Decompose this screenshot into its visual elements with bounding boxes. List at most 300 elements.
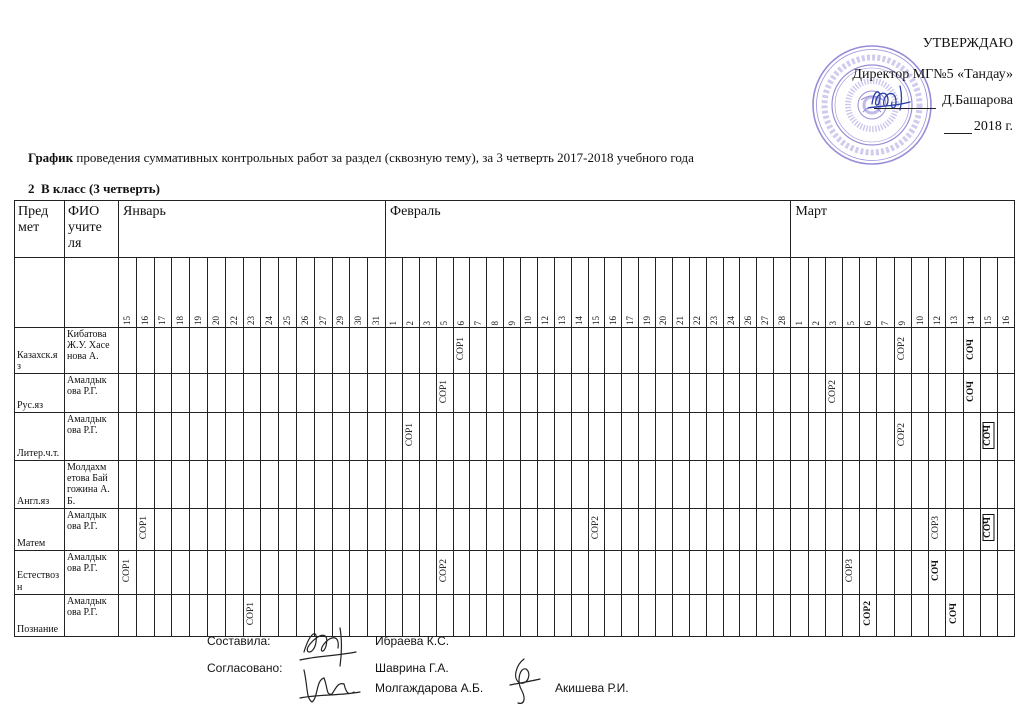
schedule-cell	[877, 594, 894, 636]
date-cell	[825, 258, 842, 328]
schedule-cell	[622, 508, 639, 550]
month-name: Март	[795, 204, 827, 219]
schedule-cell	[997, 413, 1014, 461]
schedule-cell	[911, 461, 928, 509]
date-label: 5	[845, 320, 856, 325]
schedule-cell	[571, 461, 588, 509]
date-cell	[808, 258, 825, 328]
date-label: 31	[371, 316, 382, 325]
agreed-signature-2	[506, 655, 546, 709]
schedule-cell	[656, 550, 673, 594]
schedule-cell	[136, 413, 154, 461]
schedule-cell	[243, 508, 261, 550]
schedule-cell	[791, 328, 808, 374]
month-name: Январь	[123, 204, 166, 219]
document-title-bold: График	[28, 150, 74, 165]
date-cell	[207, 258, 225, 328]
schedule-cell	[672, 461, 689, 509]
subject-cell	[15, 594, 65, 636]
schedule-cell	[791, 594, 808, 636]
date-label: 27	[317, 316, 328, 325]
agreed-name-3: Акишева Р.И.	[555, 681, 629, 695]
schedule-cell	[963, 413, 980, 461]
schedule-cell	[470, 374, 487, 413]
teacher-cell	[65, 374, 119, 413]
schedule-cell	[386, 550, 403, 594]
approval-date-line	[944, 133, 972, 134]
schedule-cell	[656, 328, 673, 374]
date-cell	[911, 258, 928, 328]
date-label: 16	[139, 316, 150, 325]
schedule-cell	[386, 461, 403, 509]
schedule-cell	[332, 374, 350, 413]
date-cell	[453, 258, 470, 328]
date-label: 30	[353, 316, 364, 325]
date-cell	[929, 258, 946, 328]
schedule-cell	[154, 461, 172, 509]
agreed-name-2: Молгаждарова А.Б.	[375, 681, 484, 695]
header-subject	[15, 201, 65, 258]
teacher-cell	[65, 328, 119, 374]
date-cell	[436, 258, 453, 328]
date-cell	[672, 258, 689, 328]
subject-cell	[15, 550, 65, 594]
schedule-cell	[537, 594, 554, 636]
date-label: 23	[709, 316, 720, 325]
date-label: 15	[590, 316, 601, 325]
date-label: 29	[335, 316, 346, 325]
schedule-cell	[791, 550, 808, 594]
schedule-cell	[243, 413, 261, 461]
director-signature	[866, 82, 914, 114]
schedule-cell	[843, 461, 860, 509]
table-row	[15, 328, 1015, 374]
schedule-cell	[877, 508, 894, 550]
schedule-cell	[997, 550, 1014, 594]
month-header	[386, 201, 791, 258]
subject-cell	[15, 374, 65, 413]
schedule-cell	[279, 594, 297, 636]
schedule-cell	[504, 550, 521, 594]
schedule-cell	[350, 413, 368, 461]
date-label: 18	[175, 316, 186, 325]
schedule-cell	[825, 413, 842, 461]
date-cell	[504, 258, 521, 328]
date-cell	[172, 258, 190, 328]
work-mark: СОР1	[438, 379, 449, 404]
schedule-cell	[672, 594, 689, 636]
schedule-cell	[929, 461, 946, 509]
date-label: 22	[228, 316, 239, 325]
schedule-cell	[119, 374, 137, 413]
schedule-cell	[723, 508, 740, 550]
schedule-cell	[605, 461, 622, 509]
date-label: 7	[880, 320, 891, 325]
schedule-cell	[911, 508, 928, 550]
schedule-cell	[997, 461, 1014, 509]
schedule-cell	[243, 328, 261, 374]
date-label: 19	[193, 316, 204, 325]
schedule-cell	[487, 374, 504, 413]
date-label: 19	[641, 316, 652, 325]
schedule-cell	[368, 550, 386, 594]
date-cell	[622, 258, 639, 328]
date-row-blank	[15, 258, 65, 328]
schedule-cell	[386, 508, 403, 550]
teacher-name: Амалдыкова Р.Г.	[67, 375, 107, 398]
schedule-cell	[825, 594, 842, 636]
schedule-cell	[225, 594, 243, 636]
schedule-cell	[911, 374, 928, 413]
schedule-cell	[672, 374, 689, 413]
schedule-cell	[740, 461, 757, 509]
schedule-cell	[946, 413, 963, 461]
schedule-cell	[261, 328, 279, 374]
schedule-cell	[571, 328, 588, 374]
schedule-cell	[723, 328, 740, 374]
schedule-cell	[402, 413, 419, 461]
schedule-cell	[554, 508, 571, 550]
schedule-cell	[402, 550, 419, 594]
schedule-cell	[877, 374, 894, 413]
schedule-cell	[350, 508, 368, 550]
schedule-cell	[808, 461, 825, 509]
schedule-cell	[537, 508, 554, 550]
date-cell	[656, 258, 673, 328]
date-cell	[521, 258, 538, 328]
schedule-cell	[622, 594, 639, 636]
schedule-cell	[639, 508, 656, 550]
schedule-cell	[521, 413, 538, 461]
schedule-cell	[279, 374, 297, 413]
schedule-cell	[808, 550, 825, 594]
schedule-cell	[588, 461, 605, 509]
schedule-cell	[843, 328, 860, 374]
date-label: 23	[246, 316, 257, 325]
schedule-cell	[314, 413, 332, 461]
schedule-cell	[929, 328, 946, 374]
schedule-cell	[929, 594, 946, 636]
work-mark: СОР3	[845, 559, 856, 583]
date-label: 16	[1000, 316, 1011, 325]
schedule-cell	[894, 461, 911, 509]
teacher-cell	[65, 594, 119, 636]
date-row-blank	[65, 258, 119, 328]
schedule-cell	[225, 413, 243, 461]
schedule-cell	[172, 374, 190, 413]
schedule-cell	[622, 461, 639, 509]
work-mark: СОР2	[438, 559, 449, 583]
schedule-cell	[946, 550, 963, 594]
schedule-cell	[740, 374, 757, 413]
schedule-cell	[554, 328, 571, 374]
table-row	[15, 413, 1015, 461]
schedule-cell	[689, 374, 706, 413]
schedule-cell	[243, 461, 261, 509]
date-cell	[537, 258, 554, 328]
schedule-cell	[279, 461, 297, 509]
schedule-cell	[571, 550, 588, 594]
schedule-cell	[894, 550, 911, 594]
schedule-cell	[791, 413, 808, 461]
schedule-cell	[656, 413, 673, 461]
schedule-cell	[119, 508, 137, 550]
schedule-cell	[332, 461, 350, 509]
schedule-cell	[261, 594, 279, 636]
schedule-cell	[243, 550, 261, 594]
schedule-cell	[419, 328, 436, 374]
schedule-cell	[877, 328, 894, 374]
schedule-cell	[190, 328, 208, 374]
month-header-row	[15, 201, 1015, 258]
schedule-cell	[757, 374, 774, 413]
schedule-cell	[622, 374, 639, 413]
schedule-cell	[997, 328, 1014, 374]
schedule-cell	[261, 508, 279, 550]
subject-name: Рус.яз	[17, 399, 44, 411]
schedule-cell	[154, 374, 172, 413]
schedule-cell	[207, 413, 225, 461]
header-subject-label: Предмет	[18, 204, 49, 236]
schedule-cell	[225, 508, 243, 550]
schedule-cell	[672, 413, 689, 461]
schedule-cell	[453, 594, 470, 636]
schedule-cell	[860, 550, 877, 594]
agreed-signature-1	[298, 658, 364, 706]
date-cell	[605, 258, 622, 328]
schedule-cell	[706, 374, 723, 413]
schedule-cell	[571, 594, 588, 636]
date-label: 10	[523, 316, 534, 325]
date-cell	[261, 258, 279, 328]
schedule-cell	[136, 594, 154, 636]
date-label: 14	[574, 316, 585, 325]
schedule-cell	[332, 328, 350, 374]
schedule-cell	[894, 594, 911, 636]
schedule-cell	[605, 413, 622, 461]
schedule-cell	[521, 594, 538, 636]
schedule-cell	[504, 461, 521, 509]
schedule-cell	[419, 508, 436, 550]
date-cell	[225, 258, 243, 328]
table-row	[15, 594, 1015, 636]
schedule-cell	[279, 508, 297, 550]
schedule-cell	[453, 413, 470, 461]
schedule-cell	[207, 508, 225, 550]
schedule-cell	[537, 461, 554, 509]
class-line: 2 В класс (3 четверть)	[28, 181, 160, 196]
schedule-cell	[723, 550, 740, 594]
schedule-cell	[296, 550, 314, 594]
date-label: 16	[607, 316, 618, 325]
schedule-cell	[843, 374, 860, 413]
date-cell	[791, 258, 808, 328]
schedule-cell	[207, 550, 225, 594]
date-label: 8	[489, 320, 500, 325]
date-cell	[136, 258, 154, 328]
date-cell	[470, 258, 487, 328]
schedule-cell	[470, 550, 487, 594]
month-header	[791, 201, 1015, 258]
schedule-cell	[487, 550, 504, 594]
schedule-cell	[554, 374, 571, 413]
schedule-cell	[740, 550, 757, 594]
schedule-cell	[723, 461, 740, 509]
subject-cell	[15, 461, 65, 509]
schedule-cell	[656, 594, 673, 636]
schedule-cell	[911, 594, 928, 636]
schedule-cell	[980, 374, 997, 413]
schedule-cell	[470, 413, 487, 461]
schedule-cell	[571, 413, 588, 461]
schedule-cell	[774, 508, 791, 550]
schedule-cell	[521, 461, 538, 509]
schedule-cell	[757, 550, 774, 594]
date-cell	[402, 258, 419, 328]
teacher-name: Амалдыкова Р.Г.	[67, 414, 107, 437]
date-label: 26	[742, 316, 753, 325]
schedule-cell	[706, 594, 723, 636]
schedule-cell	[894, 508, 911, 550]
work-mark: СОР2	[897, 423, 908, 447]
schedule-cell	[639, 461, 656, 509]
schedule-cell	[723, 374, 740, 413]
date-cell	[877, 258, 894, 328]
schedule-cell	[963, 461, 980, 509]
date-cell	[190, 258, 208, 328]
teacher-name: Амалдыкова Р.Г.	[67, 551, 107, 574]
schedule-cell	[791, 374, 808, 413]
schedule-cell	[136, 328, 154, 374]
date-label: 12	[931, 316, 942, 325]
schedule-cell	[808, 328, 825, 374]
schedule-cell	[225, 328, 243, 374]
date-label: 6	[455, 320, 466, 325]
schedule-cell	[261, 461, 279, 509]
schedule-cell	[296, 508, 314, 550]
schedule-cell	[894, 328, 911, 374]
schedule-cell	[740, 328, 757, 374]
schedule-cell	[791, 461, 808, 509]
date-label: 25	[282, 316, 293, 325]
date-cell	[154, 258, 172, 328]
date-label: 24	[264, 316, 275, 325]
schedule-cell	[843, 413, 860, 461]
schedule-cell	[368, 508, 386, 550]
date-label: 3	[422, 320, 433, 325]
schedule-cell	[402, 508, 419, 550]
subject-name: Казахск.яз	[17, 349, 58, 372]
schedule-cell	[929, 508, 946, 550]
schedule-cell	[757, 413, 774, 461]
approval-name-line	[874, 108, 936, 109]
schedule-cell	[136, 508, 154, 550]
schedule-cell	[571, 508, 588, 550]
schedule-cell	[860, 374, 877, 413]
schedule-cell	[243, 374, 261, 413]
schedule-cell	[537, 413, 554, 461]
date-cell	[706, 258, 723, 328]
date-cell	[332, 258, 350, 328]
schedule-cell	[521, 550, 538, 594]
schedule-cell	[554, 413, 571, 461]
schedule-cell	[946, 328, 963, 374]
date-label: 14	[966, 316, 977, 325]
schedule-cell	[774, 413, 791, 461]
work-mark: СОР2	[862, 601, 873, 627]
date-label: 15	[121, 316, 132, 325]
schedule-cell	[605, 328, 622, 374]
date-label: 17	[624, 316, 635, 325]
date-cell	[243, 258, 261, 328]
schedule-cell	[588, 550, 605, 594]
schedule-cell	[368, 594, 386, 636]
schedule-cell	[172, 594, 190, 636]
date-label: 15	[983, 316, 994, 325]
schedule-cell	[808, 594, 825, 636]
date-cell	[487, 258, 504, 328]
schedule-cell	[119, 550, 137, 594]
schedule-cell	[154, 413, 172, 461]
schedule-cell	[402, 594, 419, 636]
schedule-cell	[825, 550, 842, 594]
schedule-cell	[436, 461, 453, 509]
schedule-cell	[808, 413, 825, 461]
teacher-cell	[65, 550, 119, 594]
date-cell	[997, 258, 1014, 328]
schedule-cell	[521, 374, 538, 413]
date-cell	[368, 258, 386, 328]
schedule-cell	[706, 550, 723, 594]
date-cell	[296, 258, 314, 328]
schedule-cell	[504, 374, 521, 413]
schedule-cell	[487, 413, 504, 461]
subject-name: Познание	[17, 623, 59, 635]
schedule-cell	[154, 550, 172, 594]
table-row	[15, 550, 1015, 594]
schedule-cell	[453, 550, 470, 594]
schedule-cell	[894, 374, 911, 413]
schedule-cell	[843, 508, 860, 550]
schedule-cell	[207, 594, 225, 636]
schedule-cell	[588, 508, 605, 550]
schedule-cell	[808, 508, 825, 550]
schedule-cell	[521, 328, 538, 374]
schedule-cell	[487, 594, 504, 636]
work-mark: СОЧ	[965, 381, 976, 402]
date-cell	[554, 258, 571, 328]
schedule-cell	[136, 374, 154, 413]
schedule-cell	[588, 594, 605, 636]
schedule-cell	[154, 508, 172, 550]
schedule-cell	[386, 594, 403, 636]
date-header-row	[15, 258, 1015, 328]
schedule-cell	[136, 461, 154, 509]
schedule-cell	[350, 550, 368, 594]
work-mark: СОР1	[455, 337, 466, 361]
schedule-cell	[225, 374, 243, 413]
header-teacher	[65, 201, 119, 258]
date-cell	[419, 258, 436, 328]
schedule-cell	[622, 550, 639, 594]
schedule-cell	[453, 374, 470, 413]
date-cell	[843, 258, 860, 328]
schedule-cell	[436, 328, 453, 374]
schedule-cell	[190, 461, 208, 509]
schedule-cell	[207, 328, 225, 374]
schedule-cell	[639, 594, 656, 636]
schedule-cell	[656, 374, 673, 413]
